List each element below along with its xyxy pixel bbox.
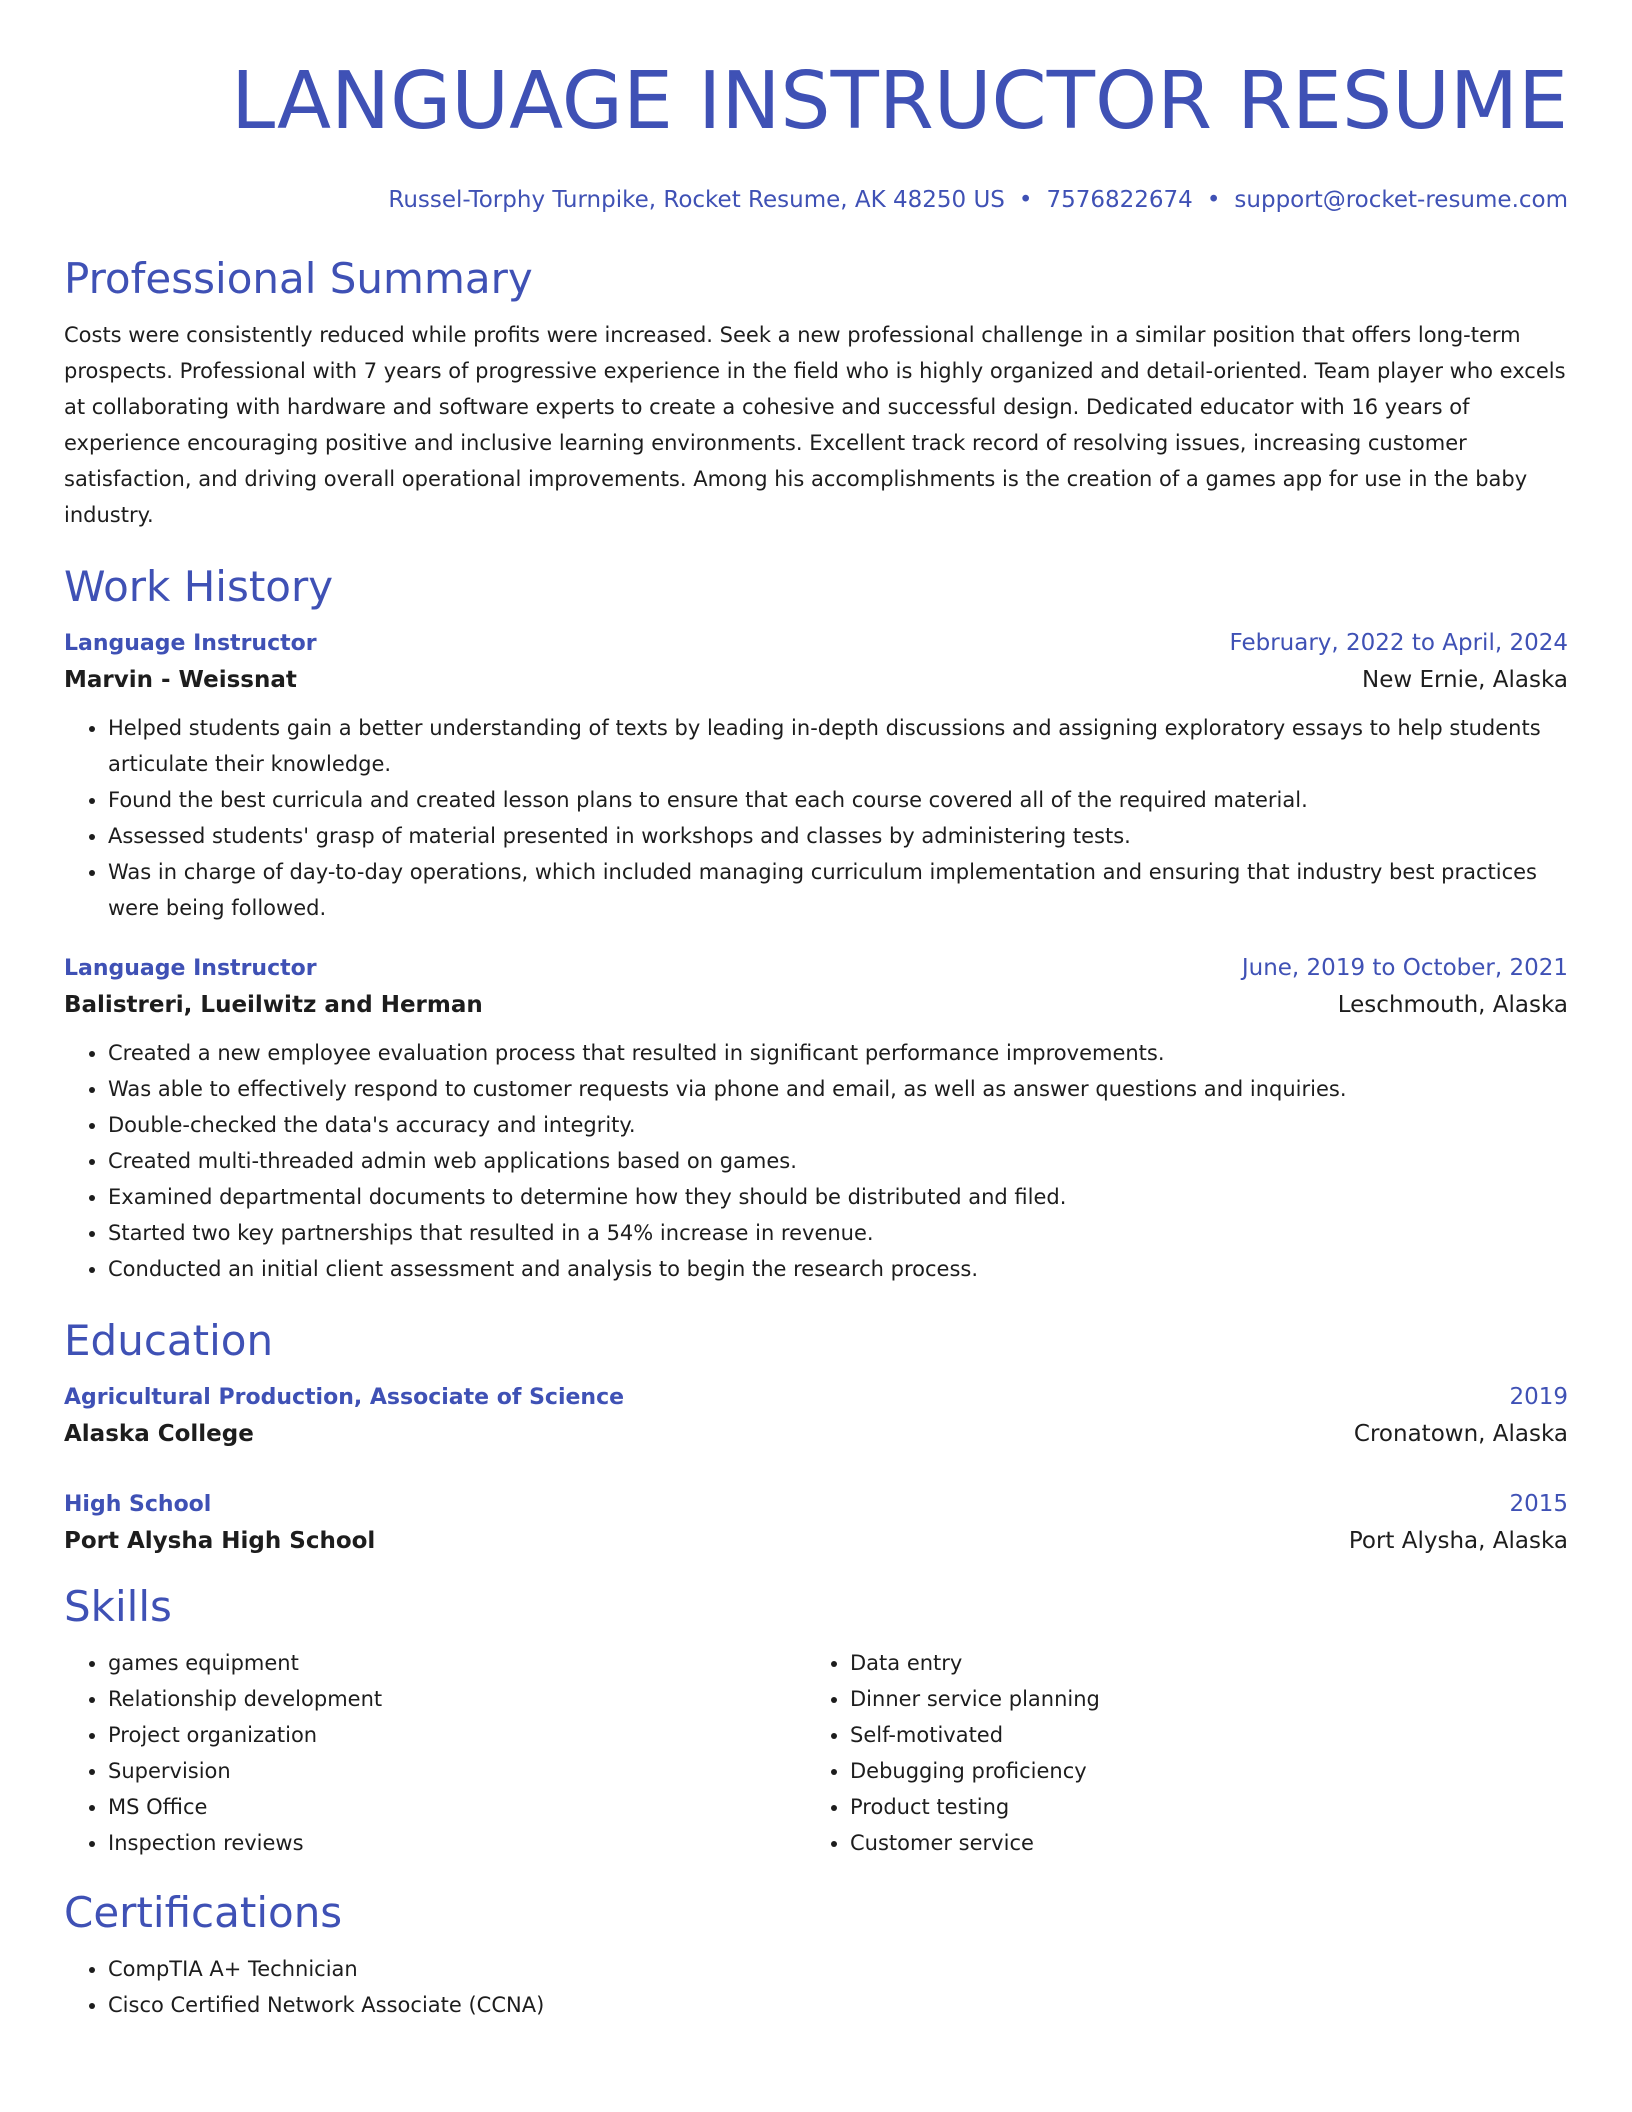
job-entry (64, 950, 1568, 1287)
skill-item: • Dinner service planning (850, 1681, 1548, 1717)
contact-line (64, 185, 1568, 215)
skill-item: • Project organization (108, 1717, 806, 1753)
job-bullet: • Created multi-threaded admin web applications based on games. (108, 1143, 1568, 1179)
certifications-list (64, 1951, 1568, 2023)
skill-item: • Supervision (108, 1753, 806, 1789)
degree-title: High School (64, 1492, 212, 1517)
job-bullet: • Helped students gain a better understanding of texts by leading in-depth discussions and assigning exploratory essays to help students articulate their knowledge. (108, 710, 1568, 782)
skill-item: • Product testing (850, 1789, 1548, 1825)
contact-email: support@rocket-resume.com (1234, 187, 1568, 213)
resume-title: LANGUAGE INSTRUCTOR RESUME (231, 55, 1568, 147)
skill-item: • Self-motivated (850, 1717, 1548, 1753)
graduation-year: 2019 (1509, 1384, 1568, 1410)
summary-heading: Professional Summary (64, 254, 533, 303)
job-bullet: • Examined departmental documents to determine how they should be distributed and filed. (108, 1179, 1568, 1215)
job-company: Marvin - Weissnat (64, 667, 297, 693)
job-bullet: • Double-checked the data's accuracy and integrity. (108, 1107, 1568, 1143)
degree-title: Agricultural Production, Associate of Science (64, 1385, 625, 1410)
skill-item: • Customer service (850, 1825, 1548, 1861)
job-bullet: • Conducted an initial client assessment and analysis to begin the research process. (108, 1251, 1568, 1287)
job-dates: June, 2019 to October, 2021 (1241, 955, 1568, 981)
work-history-heading: Work History (64, 562, 334, 611)
skills-column-right (806, 1645, 1548, 1861)
job-dates: February, 2022 to April, 2024 (1229, 630, 1568, 656)
job-bullet: • Found the best curricula and created lesson plans to ensure that each course covered all of the required material. (108, 782, 1568, 818)
job-title: Language Instructor (64, 956, 317, 981)
job-location: New Ernie, Alaska (1361, 667, 1568, 693)
job-bullet: • Assessed students' grasp of material presented in workshops and classes by administering tests. (108, 818, 1568, 854)
contact-separator: • (1206, 187, 1221, 213)
job-entry (64, 625, 1568, 926)
job-bullet: • Started two key partnerships that resulted in a 54% increase in revenue. (108, 1215, 1568, 1251)
job-location: Leschmouth, Alaska (1337, 992, 1568, 1018)
certification-item: • Cisco Certified Network Associate (CCNA) (108, 1987, 1568, 2023)
job-title: Language Instructor (64, 631, 317, 656)
skill-item: • MS Office (108, 1789, 806, 1825)
job-bullet: • Created a new employee evaluation process that resulted in significant performance improvements. (108, 1035, 1568, 1071)
skill-item: • Relationship development (108, 1681, 806, 1717)
school-name: Port Alysha High School (64, 1528, 376, 1554)
graduation-year: 2015 (1509, 1491, 1568, 1517)
education-heading: Education (64, 1316, 274, 1365)
skill-item: • games equipment (108, 1645, 806, 1681)
certification-item: • CompTIA A+ Technician (108, 1951, 1568, 1987)
school-location: Port Alysha, Alaska (1348, 1528, 1568, 1554)
contact-phone: 7576822674 (1046, 187, 1193, 213)
skill-item: • Debugging proficiency (850, 1753, 1548, 1789)
education-entry (64, 1379, 1568, 1452)
school-location: Cronatown, Alaska (1353, 1421, 1568, 1447)
skills-heading: Skills (64, 1582, 172, 1631)
job-bullets (64, 710, 1568, 926)
skills-column-left (64, 1645, 806, 1861)
education-entry (64, 1486, 1568, 1559)
school-name: Alaska College (64, 1421, 254, 1447)
job-bullet: • Was in charge of day-to-day operations, which included managing curriculum implementation and ensuring that industry best practices were being followed. (108, 854, 1568, 926)
skill-item: • Data entry (850, 1645, 1548, 1681)
job-company: Balistreri, Lueilwitz and Herman (64, 992, 483, 1018)
contact-separator: • (1018, 187, 1033, 213)
contact-address: Russel-Torphy Turnpike, Rocket Resume, AK 48250 US (388, 187, 1005, 213)
resume-header (64, 57, 1568, 215)
skills-list (64, 1645, 1568, 1861)
skill-item: • Inspection reviews (108, 1825, 806, 1861)
job-bullets (64, 1035, 1568, 1287)
resume-page (64, 0, 1568, 2023)
summary-text: Costs were consistently reduced while profits were increased. Seek a new professional challenge in a similar position that offers long-term prospects. Professional with 7 years of progressive experience in the field who is highly organized and detail-oriented. Team player who excels at collaborating with hardware and software experts to create a cohesive and successful design. Dedicated educator with 16 years of experience encouraging positive and inclusive learning environments. Excellent track record of resolving issues, increasing customer satisfaction, and driving overall operational improvements. Among his accomplishments is the creation of a games app for use in the baby industry. (64, 323, 1566, 527)
job-bullet: • Was able to effectively respond to customer requests via phone and email, as well as answer questions and inquiries. (108, 1071, 1568, 1107)
certifications-heading: Certifications (64, 1888, 343, 1937)
